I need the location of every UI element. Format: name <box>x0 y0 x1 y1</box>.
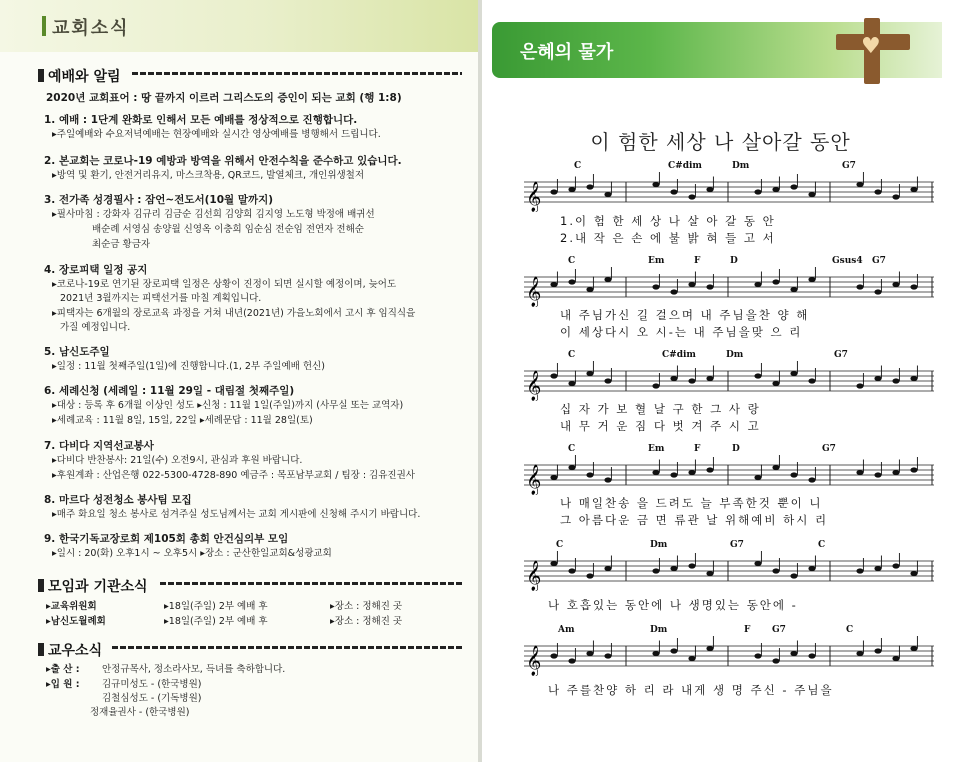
note-head <box>586 371 593 376</box>
note-head <box>550 189 557 194</box>
music-staff <box>524 361 934 401</box>
note-head <box>772 465 779 470</box>
note-head <box>688 563 695 568</box>
note-head <box>586 573 593 578</box>
notice-title: 1. 예배 : 1단계 완화로 인해서 모든 예배를 정상적으로 진행합니다. <box>44 114 358 126</box>
birth-text: 안정규목사, 정소라사모, 득녀를 축하합니다. <box>102 664 286 675</box>
note-head <box>790 573 797 578</box>
hospital-entry: 김규미성도 - (한국병원) <box>102 679 202 690</box>
chord-label: F <box>694 256 701 266</box>
heart-icon: ♥ <box>861 34 881 59</box>
note-head <box>550 561 557 566</box>
note-head <box>892 194 899 199</box>
meeting-place: ▸장소 : 정해진 곳 <box>330 601 403 612</box>
note-head <box>772 187 779 192</box>
lyric-line: 십 자 가 보 혈 날 구 한 그 사 랑 <box>560 402 761 416</box>
chord-label: Dm <box>650 540 668 550</box>
note-head <box>808 477 815 482</box>
note-head <box>874 376 881 381</box>
notice-title: 7. 다비다 지역선교봉사 <box>44 440 154 452</box>
note-head <box>910 646 917 651</box>
note-head <box>568 568 575 573</box>
note-head <box>772 658 779 663</box>
note-head <box>706 376 713 381</box>
note-head <box>670 472 677 477</box>
note-head <box>568 279 575 284</box>
notice-title: 5. 남신도주일 <box>44 346 110 358</box>
chord-label: F <box>744 625 751 635</box>
note-head <box>754 373 761 378</box>
lyric-line: 1.이 험 한 세 상 나 살 아 갈 동 안 <box>560 214 776 228</box>
meeting-time: ▸18일(주일) 2부 예배 후 <box>164 601 268 612</box>
notice-line: ▸방역 및 환기, 안전거리유지, 마스크착용, QR코드, 발열체크, 개인위생철저 <box>52 170 365 181</box>
note-head <box>754 189 761 194</box>
note-head <box>652 383 659 388</box>
chord-label: C <box>846 625 854 635</box>
music-staff <box>524 551 934 591</box>
note-head <box>892 282 899 287</box>
note-head <box>892 656 899 661</box>
note-head <box>856 568 863 573</box>
note-head <box>652 470 659 475</box>
chord-label: Gsus4 <box>832 256 863 266</box>
note-head <box>790 371 797 376</box>
chord-label: G7 <box>834 350 848 360</box>
note-head <box>688 656 695 661</box>
note-head <box>706 187 713 192</box>
section-worship-heading: 예배와 알림 <box>38 66 121 86</box>
notice-line: ▸코로나-19로 연기된 장로피택 일정은 상황이 진정이 되면 실시할 예정이며, 늦어도 <box>52 279 397 290</box>
treble-clef-icon: 𝄞 <box>526 646 542 676</box>
note-head <box>568 465 575 470</box>
song-title: 이 험한 세상 나 살아갈 동안 <box>590 130 851 154</box>
chord-label: C#dim <box>662 350 696 360</box>
hospital-entry: 김철심성도 - (기독병원) <box>102 693 202 704</box>
square-bullet-icon <box>38 643 44 656</box>
church-news-banner <box>0 0 478 52</box>
note-head <box>550 282 557 287</box>
note-head <box>652 651 659 656</box>
square-bullet-icon <box>38 579 44 592</box>
notice-line: ▸피택자는 6개월의 장로교육 과정을 거쳐 내년(2021년) 가을노회에서 고시 후 임직식을 <box>52 308 416 319</box>
note-head <box>790 651 797 656</box>
treble-clef-icon: 𝄞 <box>526 371 542 401</box>
notice-title: 8. 마르다 성전청소 봉사팀 모집 <box>44 494 192 506</box>
notice-line: ▸다비다 반찬봉사: 21일(수) 오전9시, 관심과 후원 바랍니다. <box>52 455 303 466</box>
note-head <box>754 653 761 658</box>
note-head <box>754 475 761 480</box>
note-head <box>892 470 899 475</box>
note-head <box>706 467 713 472</box>
note-head <box>550 373 557 378</box>
note-head <box>604 477 611 482</box>
notice-line: ▸일시 : 20(화) 오후1시 ~ 오후5시 ▸장소 : 군산한일교회&성광교회 <box>52 548 332 559</box>
chord-label: Em <box>648 444 665 454</box>
note-head <box>604 192 611 197</box>
note-head <box>874 566 881 571</box>
treble-clef-icon: 𝄞 <box>526 465 542 495</box>
note-head <box>874 289 881 294</box>
note-head <box>754 282 761 287</box>
lyric-line: 나 매일찬송 을 드려도 늘 부족한것 뿐이 니 <box>560 496 823 510</box>
music-staff <box>524 172 934 212</box>
notice-line: ▸필사마침 : 강화자 김규리 김금순 김선희 김양희 김지영 노도형 박정애 배귀선 <box>52 209 375 220</box>
chord-label: Em <box>648 256 665 266</box>
music-staff <box>524 267 934 307</box>
note-head <box>808 653 815 658</box>
note-head <box>604 277 611 282</box>
note-head <box>754 561 761 566</box>
hospital-label: ▸입 원 : <box>46 679 80 690</box>
note-head <box>706 284 713 289</box>
note-head <box>604 653 611 658</box>
meeting-place: ▸장소 : 정해진 곳 <box>330 616 403 627</box>
church-motto: 2020년 교회표어 : 땅 끝까지 이르러 그리스도의 증인이 되는 교회 (행 1:8) <box>46 92 402 104</box>
church-news-title: 교회소식 <box>52 18 130 39</box>
notice-line: 2021년 3월까지는 피택선거를 마칠 계획입니다. <box>60 293 262 304</box>
note-head <box>652 284 659 289</box>
note-head <box>790 287 797 292</box>
notice-title: 4. 장로피택 일정 공지 <box>44 264 148 276</box>
chord-label: Dm <box>650 625 668 635</box>
section-divider <box>160 582 462 585</box>
note-head <box>670 189 677 194</box>
notice-line: 배순례 서영심 송양월 신영옥 이충희 임순심 전순임 전연자 전해순 <box>92 224 364 235</box>
lyric-line: 나 주를찬양 하 리 라 내게 생 명 주신 - 주님을 <box>548 683 834 697</box>
note-head <box>874 472 881 477</box>
note-head <box>586 287 593 292</box>
chord-label: D <box>732 444 740 454</box>
chord-label: D <box>730 256 738 266</box>
section-divider <box>112 646 462 649</box>
note-head <box>856 383 863 388</box>
note-head <box>910 284 917 289</box>
chord-label: C <box>818 540 826 550</box>
note-head <box>688 282 695 287</box>
notice-line: ▸세례교육 : 11월 8일, 15일, 22일 ▸세례문답 : 11월 28일(토) <box>52 415 313 426</box>
note-head <box>688 194 695 199</box>
lyric-line: 내 무 거 운 짐 다 벗 겨 주 시 고 <box>560 419 761 433</box>
note-head <box>856 470 863 475</box>
note-head <box>910 467 917 472</box>
note-head <box>772 381 779 386</box>
chord-label: C <box>574 161 582 171</box>
notice-title: 2. 본교회는 코로나-19 예방과 방역을 위해서 안전수칙을 준수하고 있습니다. <box>44 155 402 167</box>
notice-line: ▸대상 : 등록 후 6개월 이상인 성도 ▸신청 : 11월 1일(주일)까지 (사무실 또는 교역자) <box>52 400 404 411</box>
notice-line: 최순금 황금자 <box>92 239 151 250</box>
hymn-banner-title: 은혜의 물가 <box>520 42 614 63</box>
note-head <box>856 182 863 187</box>
section-divider <box>132 72 462 75</box>
chord-label: G7 <box>842 161 856 171</box>
lyric-line: 2.내 작 은 손 에 불 밝 혀 들 고 서 <box>560 231 776 245</box>
chord-label: G7 <box>872 256 886 266</box>
notice-title: 6. 세례신청 (세례일 : 11월 29일 - 대림절 첫째주일) <box>44 385 295 397</box>
lyric-line: 나 호흡있는 동안에 나 생명있는 동안에 - <box>548 598 798 612</box>
chord-label: Am <box>558 625 575 635</box>
note-head <box>568 381 575 386</box>
chord-label: C#dim <box>668 161 702 171</box>
note-head <box>808 378 815 383</box>
note-head <box>772 568 779 573</box>
meeting-name: ▸교육위원회 <box>46 601 97 612</box>
lyric-line: 그 아름다운 금 면 류관 날 위해예비 하시 리 <box>560 513 829 527</box>
note-head <box>568 187 575 192</box>
section-meetings-heading: 모임과 기관소식 <box>38 576 148 596</box>
chord-label: G7 <box>772 625 786 635</box>
note-head <box>706 571 713 576</box>
note-head <box>568 658 575 663</box>
notice-title: 3. 전가족 성경필사 : 잠언~전도서(10월 말까지) <box>44 194 274 206</box>
note-head <box>808 566 815 571</box>
note-head <box>808 192 815 197</box>
meeting-name: ▸남신도월례회 <box>46 616 106 627</box>
chord-label: C <box>556 540 564 550</box>
chord-label: G7 <box>730 540 744 550</box>
note-head <box>772 279 779 284</box>
note-head <box>586 472 593 477</box>
chord-label: Dm <box>726 350 744 360</box>
note-head <box>874 648 881 653</box>
chord-label: F <box>694 444 701 454</box>
hospital-entry: 정재율권사 - (한국병원) <box>90 707 190 718</box>
note-head <box>892 563 899 568</box>
note-head <box>688 378 695 383</box>
note-head <box>808 277 815 282</box>
hymn-page <box>482 0 959 762</box>
note-head <box>856 651 863 656</box>
note-head <box>550 475 557 480</box>
note-head <box>670 648 677 653</box>
notice-line: ▸일정 : 11월 첫째주일(1일)에 진행합니다.(1, 2부 주일예배 헌신) <box>52 361 325 372</box>
chord-label: G7 <box>822 444 836 454</box>
note-head <box>550 653 557 658</box>
meeting-time: ▸18일(주일) 2부 예배 후 <box>164 616 268 627</box>
note-head <box>706 646 713 651</box>
section-members-heading: 교우소식 <box>38 640 102 660</box>
note-head <box>910 187 917 192</box>
note-head <box>604 378 611 383</box>
square-bullet-icon <box>38 69 44 82</box>
notice-line: ▸후원계좌 : 산업은행 022-5300-4728-890 예금주 : 목포남부교회 / 팀장 : 김유진권사 <box>52 470 415 481</box>
note-head <box>688 470 695 475</box>
birth-label: ▸출 산 : <box>46 664 80 675</box>
treble-clef-icon: 𝄞 <box>526 561 542 591</box>
music-staff <box>524 636 934 676</box>
note-head <box>652 182 659 187</box>
chord-label: C <box>568 256 576 266</box>
note-head <box>604 566 611 571</box>
note-head <box>910 571 917 576</box>
note-head <box>670 566 677 571</box>
treble-clef-icon: 𝄞 <box>526 277 542 307</box>
chord-label: Dm <box>732 161 750 171</box>
treble-clef-icon: 𝄞 <box>526 182 542 212</box>
notice-title: 9. 한국기독교장로회 제105회 총회 안건심의부 모임 <box>44 533 289 545</box>
notice-line: ▸주일예배와 수요저녁예배는 현장예배와 실시간 영상예배를 병행해서 드립니다. <box>52 129 381 140</box>
note-head <box>874 189 881 194</box>
note-head <box>652 568 659 573</box>
music-staff <box>524 455 934 495</box>
chord-label: C <box>568 350 576 360</box>
notice-line: 가질 예정입니다. <box>60 322 131 333</box>
note-head <box>586 184 593 189</box>
chord-label: C <box>568 444 576 454</box>
note-head <box>586 651 593 656</box>
note-head <box>910 376 917 381</box>
note-head <box>670 376 677 381</box>
hymn-banner <box>492 22 942 78</box>
note-head <box>892 378 899 383</box>
notice-line: ▸매주 화요일 청소 봉사로 섬겨주실 성도님께서는 교회 게시판에 신청해 주시기 바랍니다. <box>52 509 421 520</box>
note-head <box>790 184 797 189</box>
note-head <box>790 472 797 477</box>
banner-accent-bar <box>42 16 46 36</box>
note-head <box>856 284 863 289</box>
lyric-line: 이 세상다시 오 시-는 내 주님을맞 으 리 <box>560 325 803 339</box>
note-head <box>670 289 677 294</box>
lyric-line: 내 주님가신 길 걸으며 내 주님을찬 양 해 <box>560 308 810 322</box>
church-news-page <box>0 0 478 762</box>
